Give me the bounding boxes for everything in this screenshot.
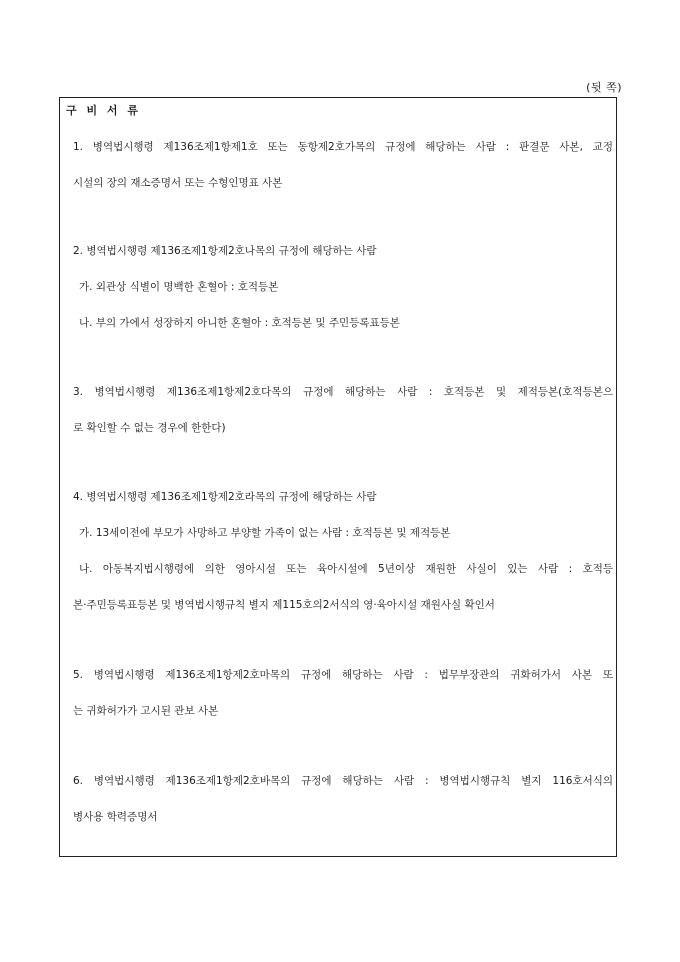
- item-2-line-1: 2. 병역법시행령 제136조제1항제2호나목의 규정에 해당하는 사람: [73, 245, 377, 257]
- required-documents-box: [59, 97, 617, 857]
- item-5-line-1: 5. 병역법시행령 제136조제1항제2호마목의 규정에 해당하는 사람 : 법무부장관의 귀화허가서 사본 또: [73, 669, 613, 681]
- item-1-line-2: 시설의 장의 재소증명서 또는 수형인명표 사본: [73, 177, 283, 189]
- item-4-sub-b-line-2: 본·주민등록표등본 및 병역법시행규칙 별지 제115호의2서식의 영·육아시설 재원사실 확인서: [73, 599, 495, 611]
- item-2-sub-b: 나. 부의 가에서 성장하지 아니한 혼혈아 : 호적등본 및 주민등록표등본: [79, 317, 400, 329]
- item-5-line-2: 는 귀화허가가 고시된 관보 사본: [73, 705, 219, 717]
- item-4-sub-a: 가. 13세이전에 부모가 사망하고 부양할 가족이 없는 사람 : 호적등본 및 제적등본: [79, 527, 451, 539]
- item-1-line-1: 1. 병역법시행령 제136조제1항제1호 또는 동항제2호가목의 규정에 해당하는 사람 : 판결문 사본, 교정: [73, 141, 613, 153]
- item-6-line-1: 6. 병역법시행령 제136조제1항제2호바목의 규정에 해당하는 사람 : 병역법시행규칙 별지 116호서식의: [73, 775, 613, 787]
- item-4-line-1: 4. 병역법시행령 제136조제1항제2호라목의 규정에 해당하는 사람: [73, 491, 377, 503]
- back-page-label: (뒷 쪽): [586, 81, 622, 94]
- item-4-sub-b-line-1: 나. 아동복지법시행령에 의한 영아시설 또는 육아시설에 5년이상 재원한 사실이 있는 사람 : 호적등: [79, 563, 613, 575]
- item-2-sub-a: 가. 외관상 식별이 명백한 혼혈아 : 호적등본: [79, 281, 279, 293]
- section-title: 구 비 서 류: [66, 104, 141, 117]
- item-6-line-2: 병사용 학력증명서: [73, 811, 158, 823]
- item-3-line-2: 로 확인할 수 없는 경우에 한한다): [73, 422, 226, 434]
- item-3-line-1: 3. 병역법시행령 제136조제1항제2호다목의 규정에 해당하는 사람 : 호적등본 및 제적등본(호적등본으: [73, 386, 613, 398]
